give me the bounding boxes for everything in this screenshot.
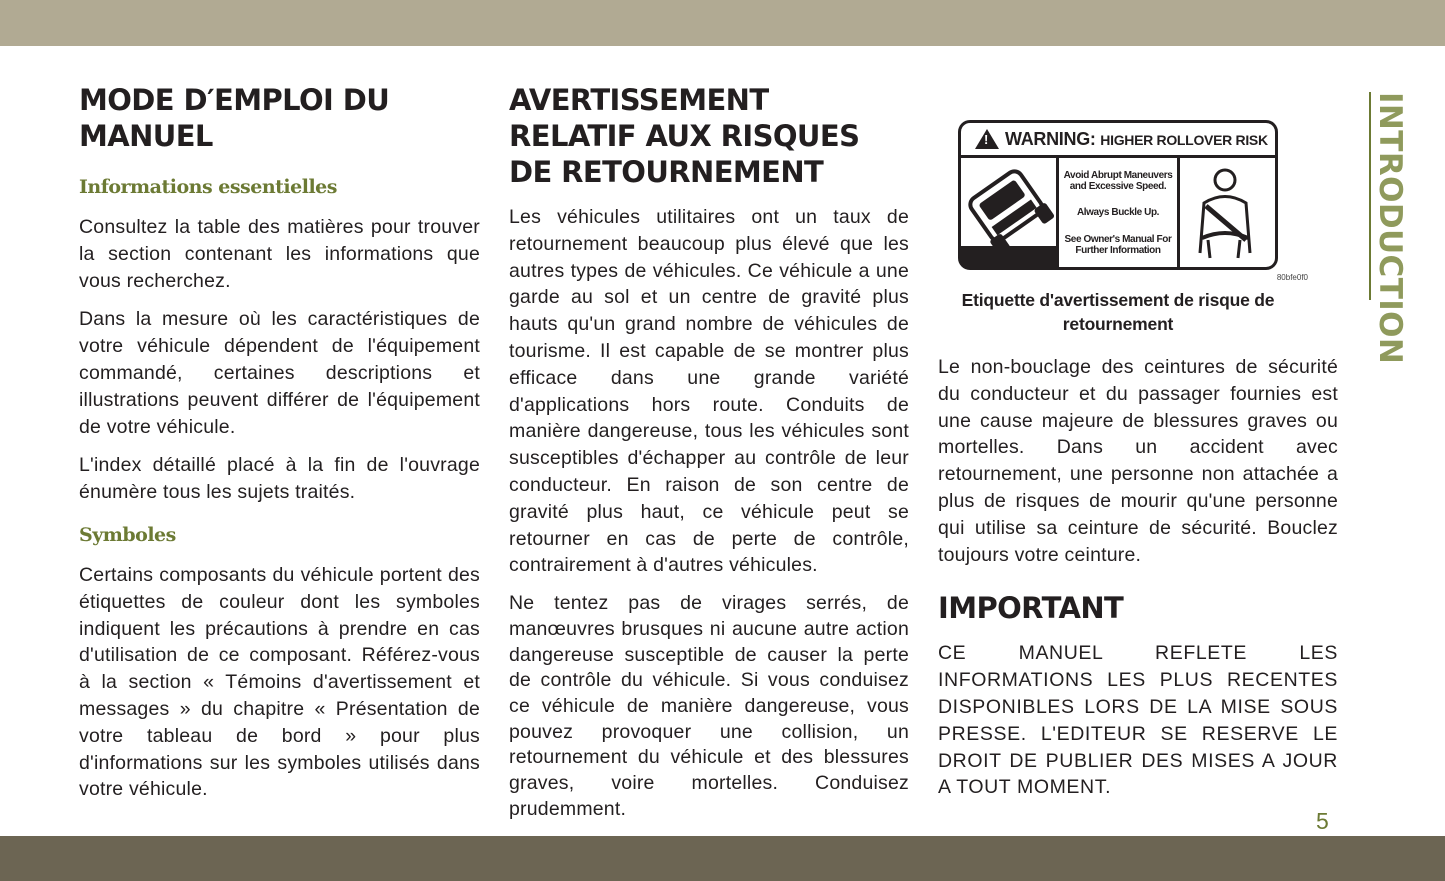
warning-label-title: WARNING: (1005, 128, 1096, 149)
section-title-rollover: AVERTISSEMENT RELATIF AUX RISQUES DE RETOURNEMENT (509, 83, 860, 189)
warning-label-subtitle: HIGHER ROLLOVER RISK (1100, 131, 1268, 148)
warning-line-speed: Avoid Abrupt Maneuvers and Excessive Speed. (1063, 169, 1173, 192)
figure-caption: Etiquette d'avertissement de risque de retournement (961, 290, 1275, 334)
column-rollover (509, 82, 909, 822)
paragraph: Dans la mesure où les caractéristiques de votre véhicule dépendent de l'équipement commandé, certaines descriptions et illustrations peuvent différer de l'équipement de votre véhicule. (79, 308, 480, 438)
paragraph: Ne tentez pas de virages serrés, de manœuvres brusques ni aucune autre action dangereuse susceptible de causer la perte de contrôle du véhicule. Si vous conduisez ce véhicule de manière dangereuse, vous pouvez provoquer une collision, un retournement du véhicule et des blessures graves, voire mortelles. Conduisez prudemment. (509, 592, 909, 820)
paragraph: L'index détaillé placé à la fin de l'ouvrage énumère tous les sujets traités. (79, 454, 480, 504)
subheading-essential-info: Informations essentielles (79, 176, 337, 198)
chapter-tab (1369, 92, 1408, 365)
section-title-important: IMPORTANT (938, 591, 1124, 626)
seatbelt-person-icon (1180, 158, 1275, 268)
top-band (0, 0, 1445, 46)
paragraph: Le non-bouclage des ceintures de sécurité du conducteur et du passager fournies est une cause majeure de blessures graves ou mortelles. Dans un accident avec retournement, une personne non attachée a plus de risques de mourir qu'une personne qui utilise sa ceinture de sécurité. Bouclez toujours votre ceinture. (938, 356, 1338, 566)
warning-label-header (961, 123, 1275, 158)
warning-line-manual: See Owner's Manual For Further Information (1064, 234, 1172, 257)
column-usage (79, 82, 480, 803)
warning-triangle-icon: ! (975, 129, 999, 149)
paragraph: Certains composants du véhicule portent des étiquettes de couleur dont les symboles indiquent les précautions à prendre en cas d'utilisation de ce composant. Référez-vous à la section « Témoins d'avertissement et messages » du chapitre « Présentation de votre tableau de bord » pour plus d'informations sur les symboles utilisés dans votre véhicule. (79, 563, 480, 801)
warning-label-image (958, 120, 1278, 270)
label-code: 80bfe0f0 (1276, 273, 1308, 282)
chapter-tab-label: INTRODUCTION (1372, 92, 1408, 365)
column-warning (938, 82, 1338, 801)
page-number: 5 (1316, 808, 1329, 834)
paragraph: Consultez la table des matières pour trouver la section contenant les informations que vous recherchez. (79, 216, 480, 292)
subheading-symbols: Symboles (79, 523, 176, 546)
rollover-car-icon (961, 158, 1059, 268)
bottom-band (0, 836, 1445, 881)
warning-line-buckle: Always Buckle Up. (1076, 207, 1160, 219)
paragraph: Les véhicules utilitaires ont un taux de retournement beaucoup plus élevé que les autres types de véhicules. Ce véhicule a une garde au sol et un centre de gravité plus hauts qu'un grand nombre de véhicules de tourisme. Il est capable de se montrer plus efficace dans une grande variété d'applications hors route. Conduits de manière dangereuse, tous les véhicules sont susceptibles d'échapper au contrôle de leur conducteur. En raison de son centre de gravité plus haut, ce véhicule peut se retourner en cas de perte de contrôle, contrairement à d'autres véhicules. (509, 206, 909, 577)
section-title-usage: MODE D′EMPLOI DU MANUEL (79, 83, 390, 153)
paragraph-important: CE MANUEL REFLETE LES INFORMATIONS LES PLUS RECENTES DISPONIBLES LORS DE LA MISE SOUS PRESSE. L'EDITEUR SE RESERVE LE DROIT DE PUBLIER DES MISES A JOUR A TOUT MOMENT. (938, 642, 1338, 799)
warning-label-instructions (1059, 158, 1180, 268)
